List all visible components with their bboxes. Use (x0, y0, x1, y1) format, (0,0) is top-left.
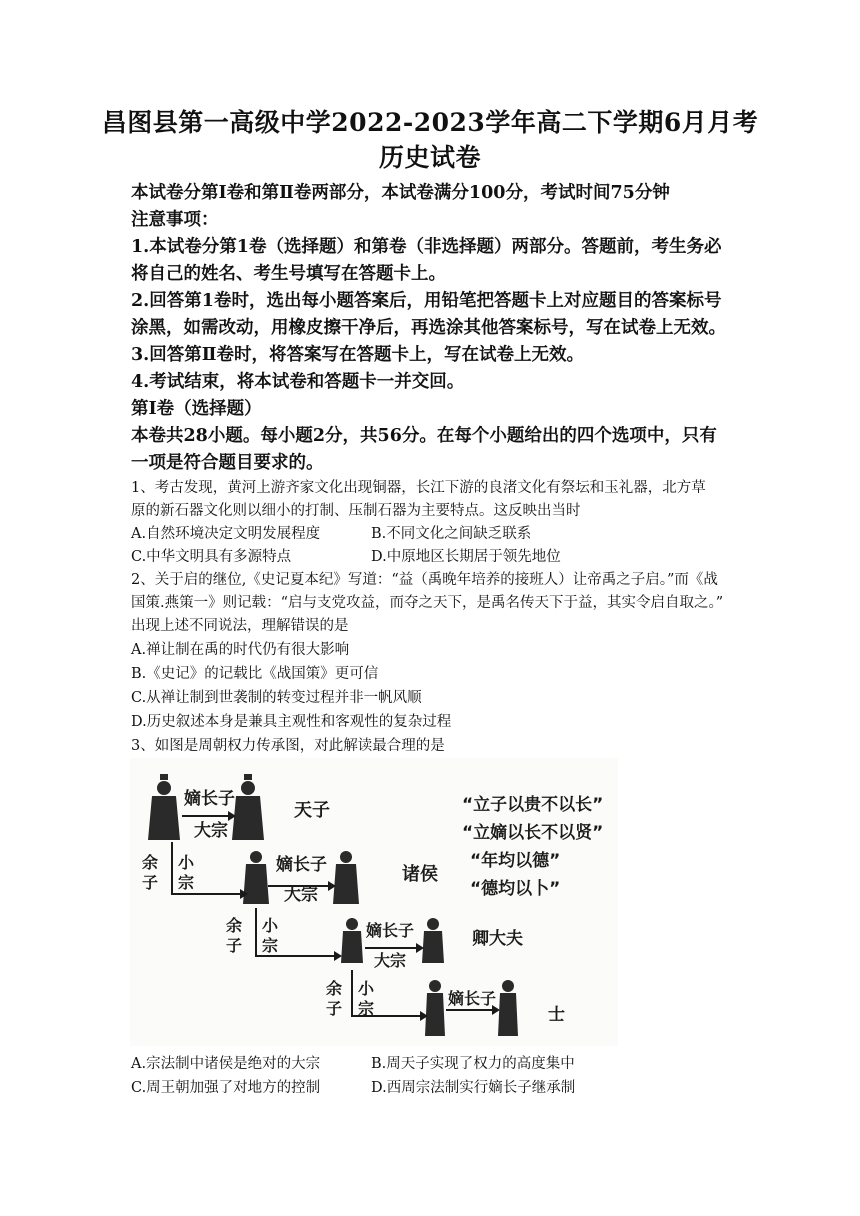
minor-lineage-label: 小 (262, 916, 279, 935)
rank-label: 天子 (294, 800, 330, 821)
question-1-stem: 1、考古发现，黄河上游齐家文化出现铜器，长江下游的良渚文化有祭坛和玉礼器，北方草 (131, 480, 706, 496)
rank-label: 士 (548, 1005, 565, 1025)
section-description: 一项是符合题目要求的。 (131, 453, 324, 473)
question-3-option-c: C.周王朝加强了对地方的控制 (131, 1080, 321, 1096)
figure-qingdafu-right (422, 918, 444, 963)
other-sons-label: 余 (142, 853, 159, 872)
question-2-stem: 出现上述不同说法，理解错误的是 (131, 618, 349, 634)
rank-label: 卿大夫 (472, 929, 523, 949)
major-lineage-label: 大宗 (284, 885, 318, 905)
notice-item: 3.回答第Ⅱ卷时，将答案写在答题卡上，写在试卷上无效。 (131, 345, 585, 365)
minor-lineage-label: 宗 (178, 873, 195, 892)
minor-lineage-label: 小 (178, 853, 195, 872)
minor-lineage-label: 宗 (262, 936, 279, 955)
notice-item: 涂黑，如需改动，用橡皮擦干净后，再选涂其他答案标号，写在试卷上无效。 (131, 318, 726, 338)
succession-quote: “立子以贵不以长” (462, 795, 604, 815)
notice-item: 将自己的姓名、考生号填写在答题卡上。 (131, 264, 446, 284)
figure-zhuhou-right (333, 851, 359, 904)
notice-label: 注意事项： (131, 210, 219, 230)
succession-quote: “年均以德” (470, 851, 561, 871)
section-description: 本卷共28小题。每小题2分，共56分。在每个小题给出的四个选项中，只有 (131, 426, 717, 446)
question-2-stem: 2、关于启的继位,《史记夏本纪》写道：“益（禹晚年培养的接班人）让帝禹之子启。”而《战 (131, 572, 718, 588)
heir-label: 嫡长子 (184, 789, 235, 809)
figure-shi-right (498, 980, 518, 1036)
question-2-option-c: C.从禅让制到世袭制的转变过程并非一帆风顺 (131, 690, 422, 706)
question-3-option-d: D.西周宗法制实行嫡长子继承制 (371, 1080, 576, 1096)
question-1-option-c: C.中华文明具有多源特点 (131, 549, 292, 565)
question-1-option-a: A.自然环境决定文明发展程度 (131, 526, 321, 542)
heir-label: 嫡长子 (276, 855, 327, 875)
question-1-option-d: D.中原地区长期居于领先地位 (371, 549, 561, 565)
other-sons-label: 余 (326, 979, 343, 998)
rank-label: 诸侯 (402, 864, 438, 885)
notice-item: 4.考试结束，将本试卷和答题卡一并交回。 (131, 372, 465, 392)
other-sons-label: 余 (226, 916, 243, 935)
minor-lineage-label: 小 (358, 979, 375, 998)
figure-shi-left (425, 980, 445, 1036)
subject-title: 历史试卷 (378, 143, 481, 172)
notice-item: 2.回答第1卷时，选出每小题答案后，用铅笔把答题卡上对应题目的答案标号 (131, 291, 722, 311)
question-2-stem: 国策.燕策一》则记载：“启与支党攻益，而夺之天下，是禹名传天下于益，其实令启自取之。” (131, 595, 724, 611)
zhou-power-succession-diagram (130, 758, 618, 1046)
section-title: 第Ⅰ卷（选择题） (131, 399, 262, 419)
question-2-option-d: D.历史叙述本身是兼具主观性和客观性的复杂过程 (131, 714, 452, 730)
figure-tianzi-left (148, 774, 180, 840)
heir-label: 嫡长子 (366, 921, 415, 940)
question-3-option-a: A.宗法制中诸侯是绝对的大宗 (131, 1056, 321, 1072)
question-1-stem: 原的新石器文化则以细小的打制、压制石器为主要特点。这反映出当时 (131, 503, 581, 519)
figure-tianzi-right (232, 774, 264, 840)
figure-qingdafu-left (341, 918, 363, 963)
minor-lineage-label: 宗 (358, 999, 375, 1018)
exam-intro: 本试卷分第Ⅰ卷和第Ⅱ卷两部分，本试卷满分100分，考试时间75分钟 (131, 183, 670, 203)
exam-title: 昌图县第一高级中学2022-2023学年高二下学期6月月考 (101, 108, 759, 137)
notice-item: 1.本试卷分第1卷（选择题）和第卷（非选择题）两部分。答题前，考生务必 (131, 237, 722, 257)
heir-label: 嫡长子 (448, 989, 497, 1008)
other-sons-label: 子 (226, 936, 243, 955)
other-sons-label: 子 (142, 873, 159, 892)
succession-quote: “立嫡以长不以贤” (462, 823, 604, 843)
question-2-option-a: A.禅让制在禹的时代仍有很大影响 (131, 642, 350, 658)
succession-quote: “德均以卜” (470, 879, 561, 899)
question-2-option-b: B.《史记》的记载比《战国策》更可信 (131, 666, 379, 682)
question-3-option-b: B.周天子实现了权力的高度集中 (371, 1056, 575, 1072)
major-lineage-label: 大宗 (194, 821, 228, 841)
question-1-option-b: B.不同文化之间缺乏联系 (371, 526, 532, 542)
figure-zhuhou-left (243, 851, 269, 904)
major-lineage-label: 大宗 (374, 951, 407, 970)
question-3-stem: 3、如图是周朝权力传承图，对此解读最合理的是 (131, 738, 445, 754)
other-sons-label: 子 (326, 999, 343, 1018)
